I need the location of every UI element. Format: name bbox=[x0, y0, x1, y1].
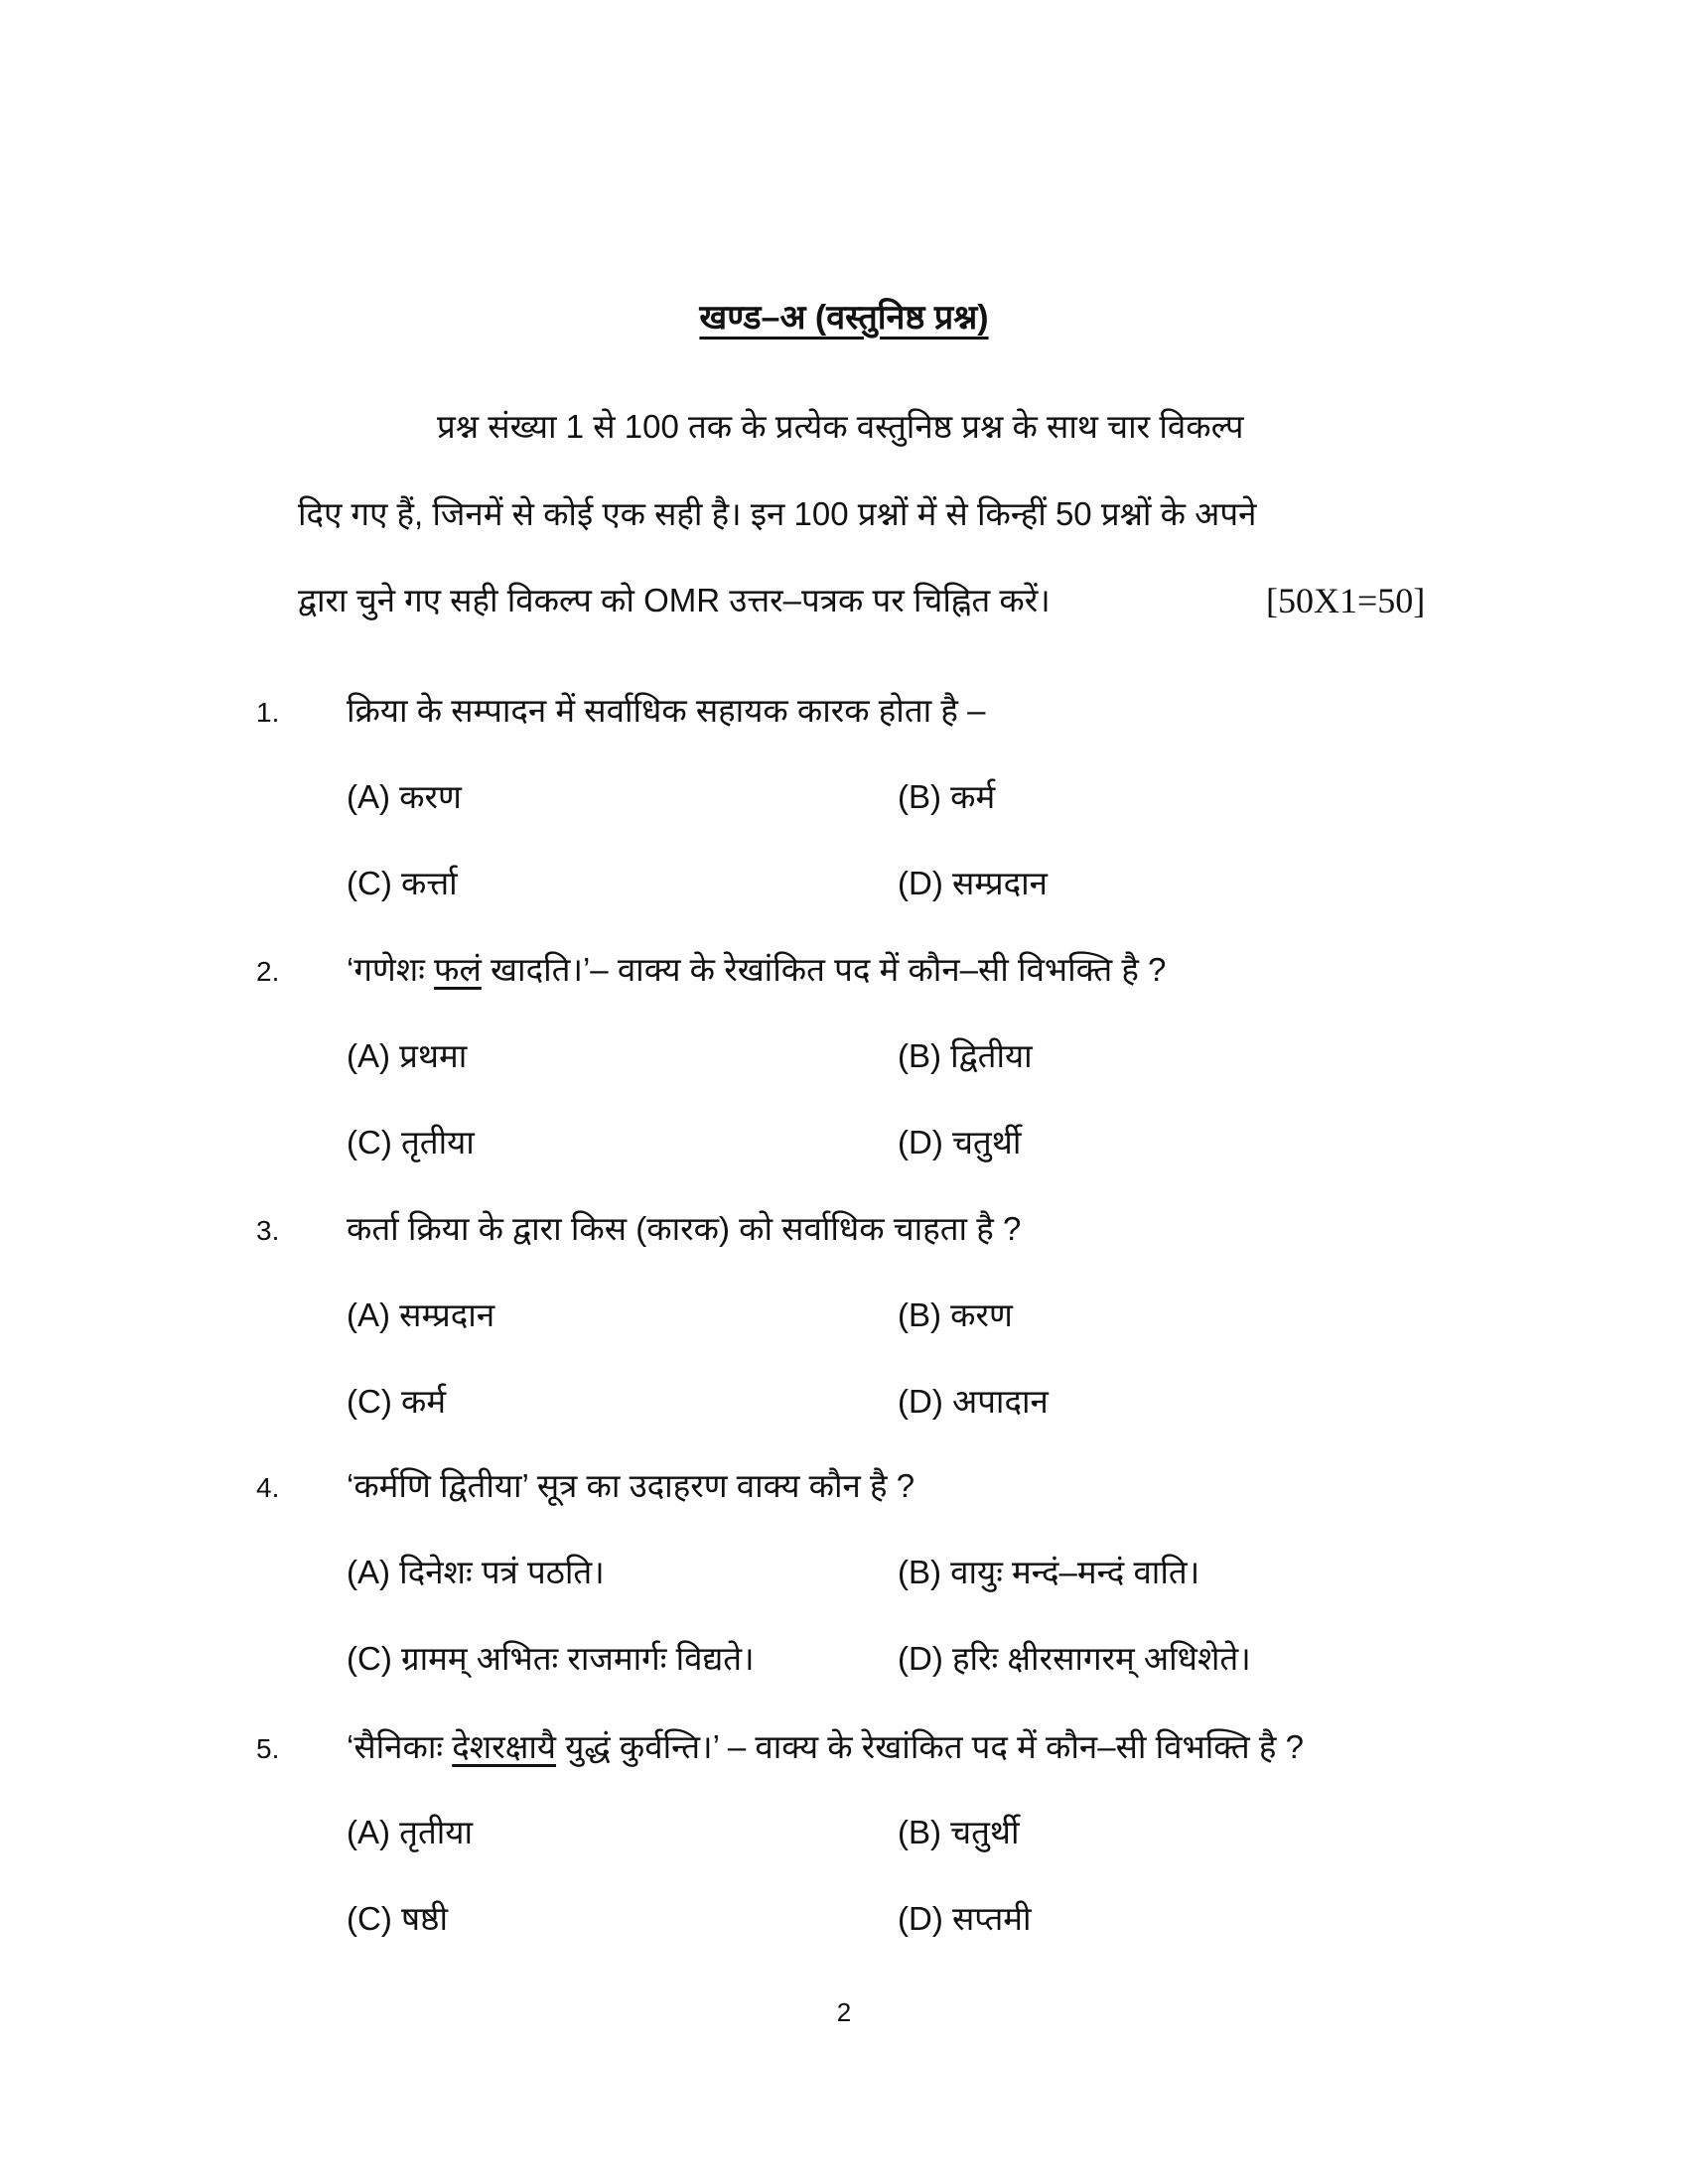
question-text: ‘कर्मणि द्वितीया’ सूत्र का उदाहरण वाक्य कौन है ? bbox=[347, 1467, 915, 1504]
instruction-line-1: प्रश्न संख्या 1 से 100 तक के प्रत्येक वस्तुनिष्ठ प्रश्न के साथ चार विकल्प bbox=[437, 408, 1244, 445]
option-a: (A) तृतीया bbox=[347, 1814, 474, 1850]
question-number: 5. bbox=[256, 1733, 280, 1764]
option-b: (B) कर्म bbox=[898, 778, 996, 815]
option-c: (C) तृतीया bbox=[347, 1124, 475, 1160]
question-text-end: युद्धं कुर्वन्ति।’ – वाक्य के रेखांकित पद में कौन–सी विभक्ति है ? bbox=[556, 1728, 1304, 1765]
underlined-word: फलं bbox=[434, 951, 482, 988]
option-c: (C) कर्त्ता bbox=[347, 865, 458, 901]
option-d: (D) अपादान bbox=[898, 1383, 1049, 1420]
question-text-start: ‘गणेशः bbox=[347, 951, 435, 988]
option-a: (A) सम्प्रदान bbox=[347, 1297, 495, 1333]
section-title-text: खण्ड–अ (वस्तुनिष्ठ प्रश्न) bbox=[699, 299, 989, 337]
page-number: 2 bbox=[836, 1997, 852, 2027]
instruction-line-2: दिए गए हैं, जिनमें से कोई एक सही है। इन 100 प्रश्नों में से किन्हीं 50 प्रश्नों के अपने bbox=[298, 495, 1257, 532]
question-number: 3. bbox=[256, 1215, 280, 1246]
option-d: (D) चतुर्थी bbox=[898, 1124, 1022, 1160]
option-c: (C) ग्रामम् अभितः राजमार्गः विद्यते। bbox=[347, 1640, 755, 1677]
question-text-end: खादति।’– वाक्य के रेखांकित पद में कौन–सी विभक्ति है ? bbox=[481, 951, 1167, 988]
option-d: (D) सम्प्रदान bbox=[898, 865, 1048, 901]
question-text: कर्ता क्रिया के द्वारा किस (कारक) को सर्वाधिक चाहता है ? bbox=[347, 1210, 1022, 1247]
instruction-line-3: द्वारा चुने गए सही विकल्प को OMR उत्तर–पत्रक पर चिह्नित करें। bbox=[298, 582, 1051, 618]
option-a: (A) प्रथमा bbox=[347, 1037, 468, 1074]
section-title bbox=[0, 296, 1688, 340]
question-number: 4. bbox=[256, 1472, 280, 1503]
option-d: (D) हरिः क्षीरसागरम् अधिशेते। bbox=[898, 1640, 1251, 1677]
underlined-word: देशरक्षायै bbox=[452, 1728, 557, 1765]
option-a: (A) करण bbox=[347, 778, 462, 815]
option-a: (A) दिनेशः पत्रं पठति। bbox=[347, 1554, 605, 1590]
marks-scheme: [50X1=50] bbox=[1266, 581, 1426, 620]
question-number: 2. bbox=[256, 956, 280, 987]
question-text bbox=[347, 948, 1166, 992]
option-b: (B) करण bbox=[898, 1297, 1013, 1333]
option-b: (B) द्वितीया bbox=[898, 1037, 1033, 1074]
option-c: (C) षष्ठी bbox=[347, 1900, 449, 1937]
option-b: (B) चतुर्थी bbox=[898, 1814, 1020, 1850]
question-number: 1. bbox=[256, 697, 280, 728]
option-c: (C) कर्म bbox=[347, 1383, 447, 1420]
option-b: (B) वायुः मन्दं–मन्दं वाति। bbox=[898, 1554, 1200, 1590]
option-d: (D) सप्तमी bbox=[898, 1900, 1032, 1937]
question-text-start: ‘सैनिकाः bbox=[347, 1728, 453, 1765]
question-text: क्रिया के सम्पादन में सर्वाधिक सहायक कारक होता है – bbox=[347, 692, 986, 729]
question-text bbox=[347, 1725, 1304, 1769]
